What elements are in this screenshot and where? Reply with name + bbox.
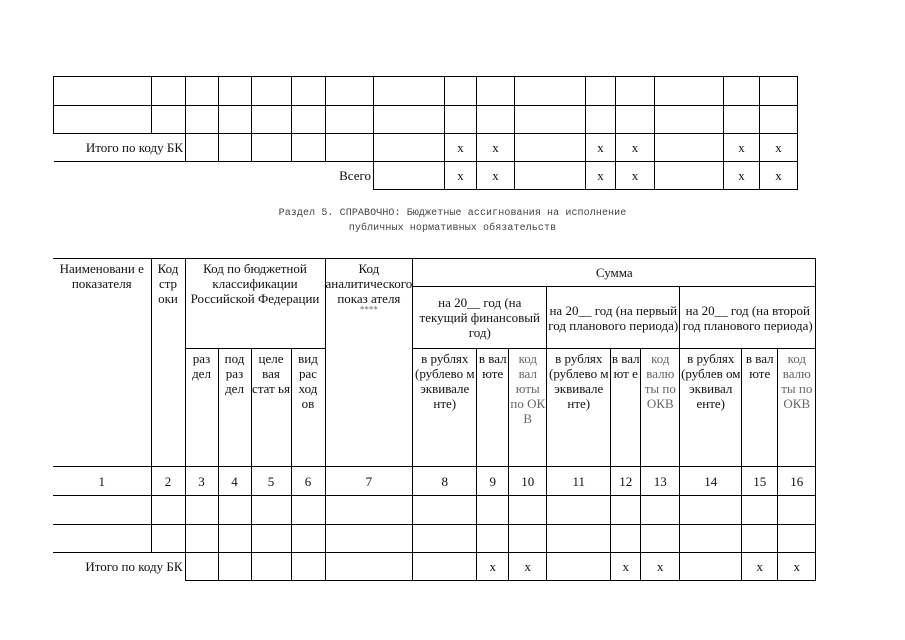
table-row: [54, 77, 798, 106]
val-current-header: в вал юте: [477, 349, 509, 467]
okv-second-header: код валю ты по ОКВ: [778, 349, 816, 467]
table-row: [53, 525, 816, 553]
year-second-header: на 20__ год (на второй год планового периода): [680, 287, 816, 349]
section5-table: [53, 258, 816, 581]
previous-section-table: [53, 76, 798, 190]
target-article-header: целе вая стат ья: [251, 349, 291, 467]
budget-class-header: Код по бюджетной классификации Российской Федерации: [185, 259, 325, 349]
section-title-line1: Раздел 5. СПРАВОЧНО: Бюджетные ассигнования на исполнение: [278, 208, 627, 219]
bottom-total-bk-label: Итого по коду БК: [53, 553, 185, 581]
total-bk-row: Итого по коду БК x x x x x x: [53, 553, 816, 581]
okv-current-header: код вал юты по ОК В: [509, 349, 547, 467]
total-bk-row: Итого по коду БК x x x x x x: [54, 134, 798, 162]
table-row: [53, 496, 816, 525]
year-current-header: на 20__ год (на текущий финансовый год): [413, 287, 547, 349]
rub-first-header: в рублях (рублево м эквивале нте): [547, 349, 611, 467]
val-first-header: в вал ют е: [611, 349, 641, 467]
table-row: [54, 106, 798, 134]
name-header: Наименовани е показателя: [53, 259, 151, 467]
rub-current-header: в рублях (рублево м эквивале нте): [413, 349, 477, 467]
razdel-header: раз дел: [185, 349, 218, 467]
line-code-header: Код стр оки: [151, 259, 185, 467]
all-label: Всего: [54, 162, 374, 190]
rub-second-header: в рублях (рублев ом эквивал енте): [680, 349, 742, 467]
expense-type-header: вид рас ход ов: [291, 349, 325, 467]
podrazdel-header: под раз дел: [218, 349, 251, 467]
header-row-1: [53, 259, 816, 287]
footnote-marker: ****: [359, 304, 378, 315]
total-bk-label: Итого по коду БК: [54, 134, 186, 162]
sum-header: Сумма: [413, 259, 816, 287]
okv-first-header: код валю ты по ОКВ: [641, 349, 680, 467]
year-first-header: на 20__ год (на первый год планового периода): [547, 287, 680, 349]
column-number-row: 1 2 3 4 5 6 7 8 9 10 11 12 13 14 15 16: [53, 467, 816, 496]
section-title-line2: публичных нормативных обязательств: [348, 223, 557, 234]
val-second-header: в вал юте: [742, 349, 778, 467]
analytic-code-header: Код аналитического показ ателя ****: [325, 259, 413, 467]
all-total-row: Всего x x x x x x: [54, 162, 798, 190]
